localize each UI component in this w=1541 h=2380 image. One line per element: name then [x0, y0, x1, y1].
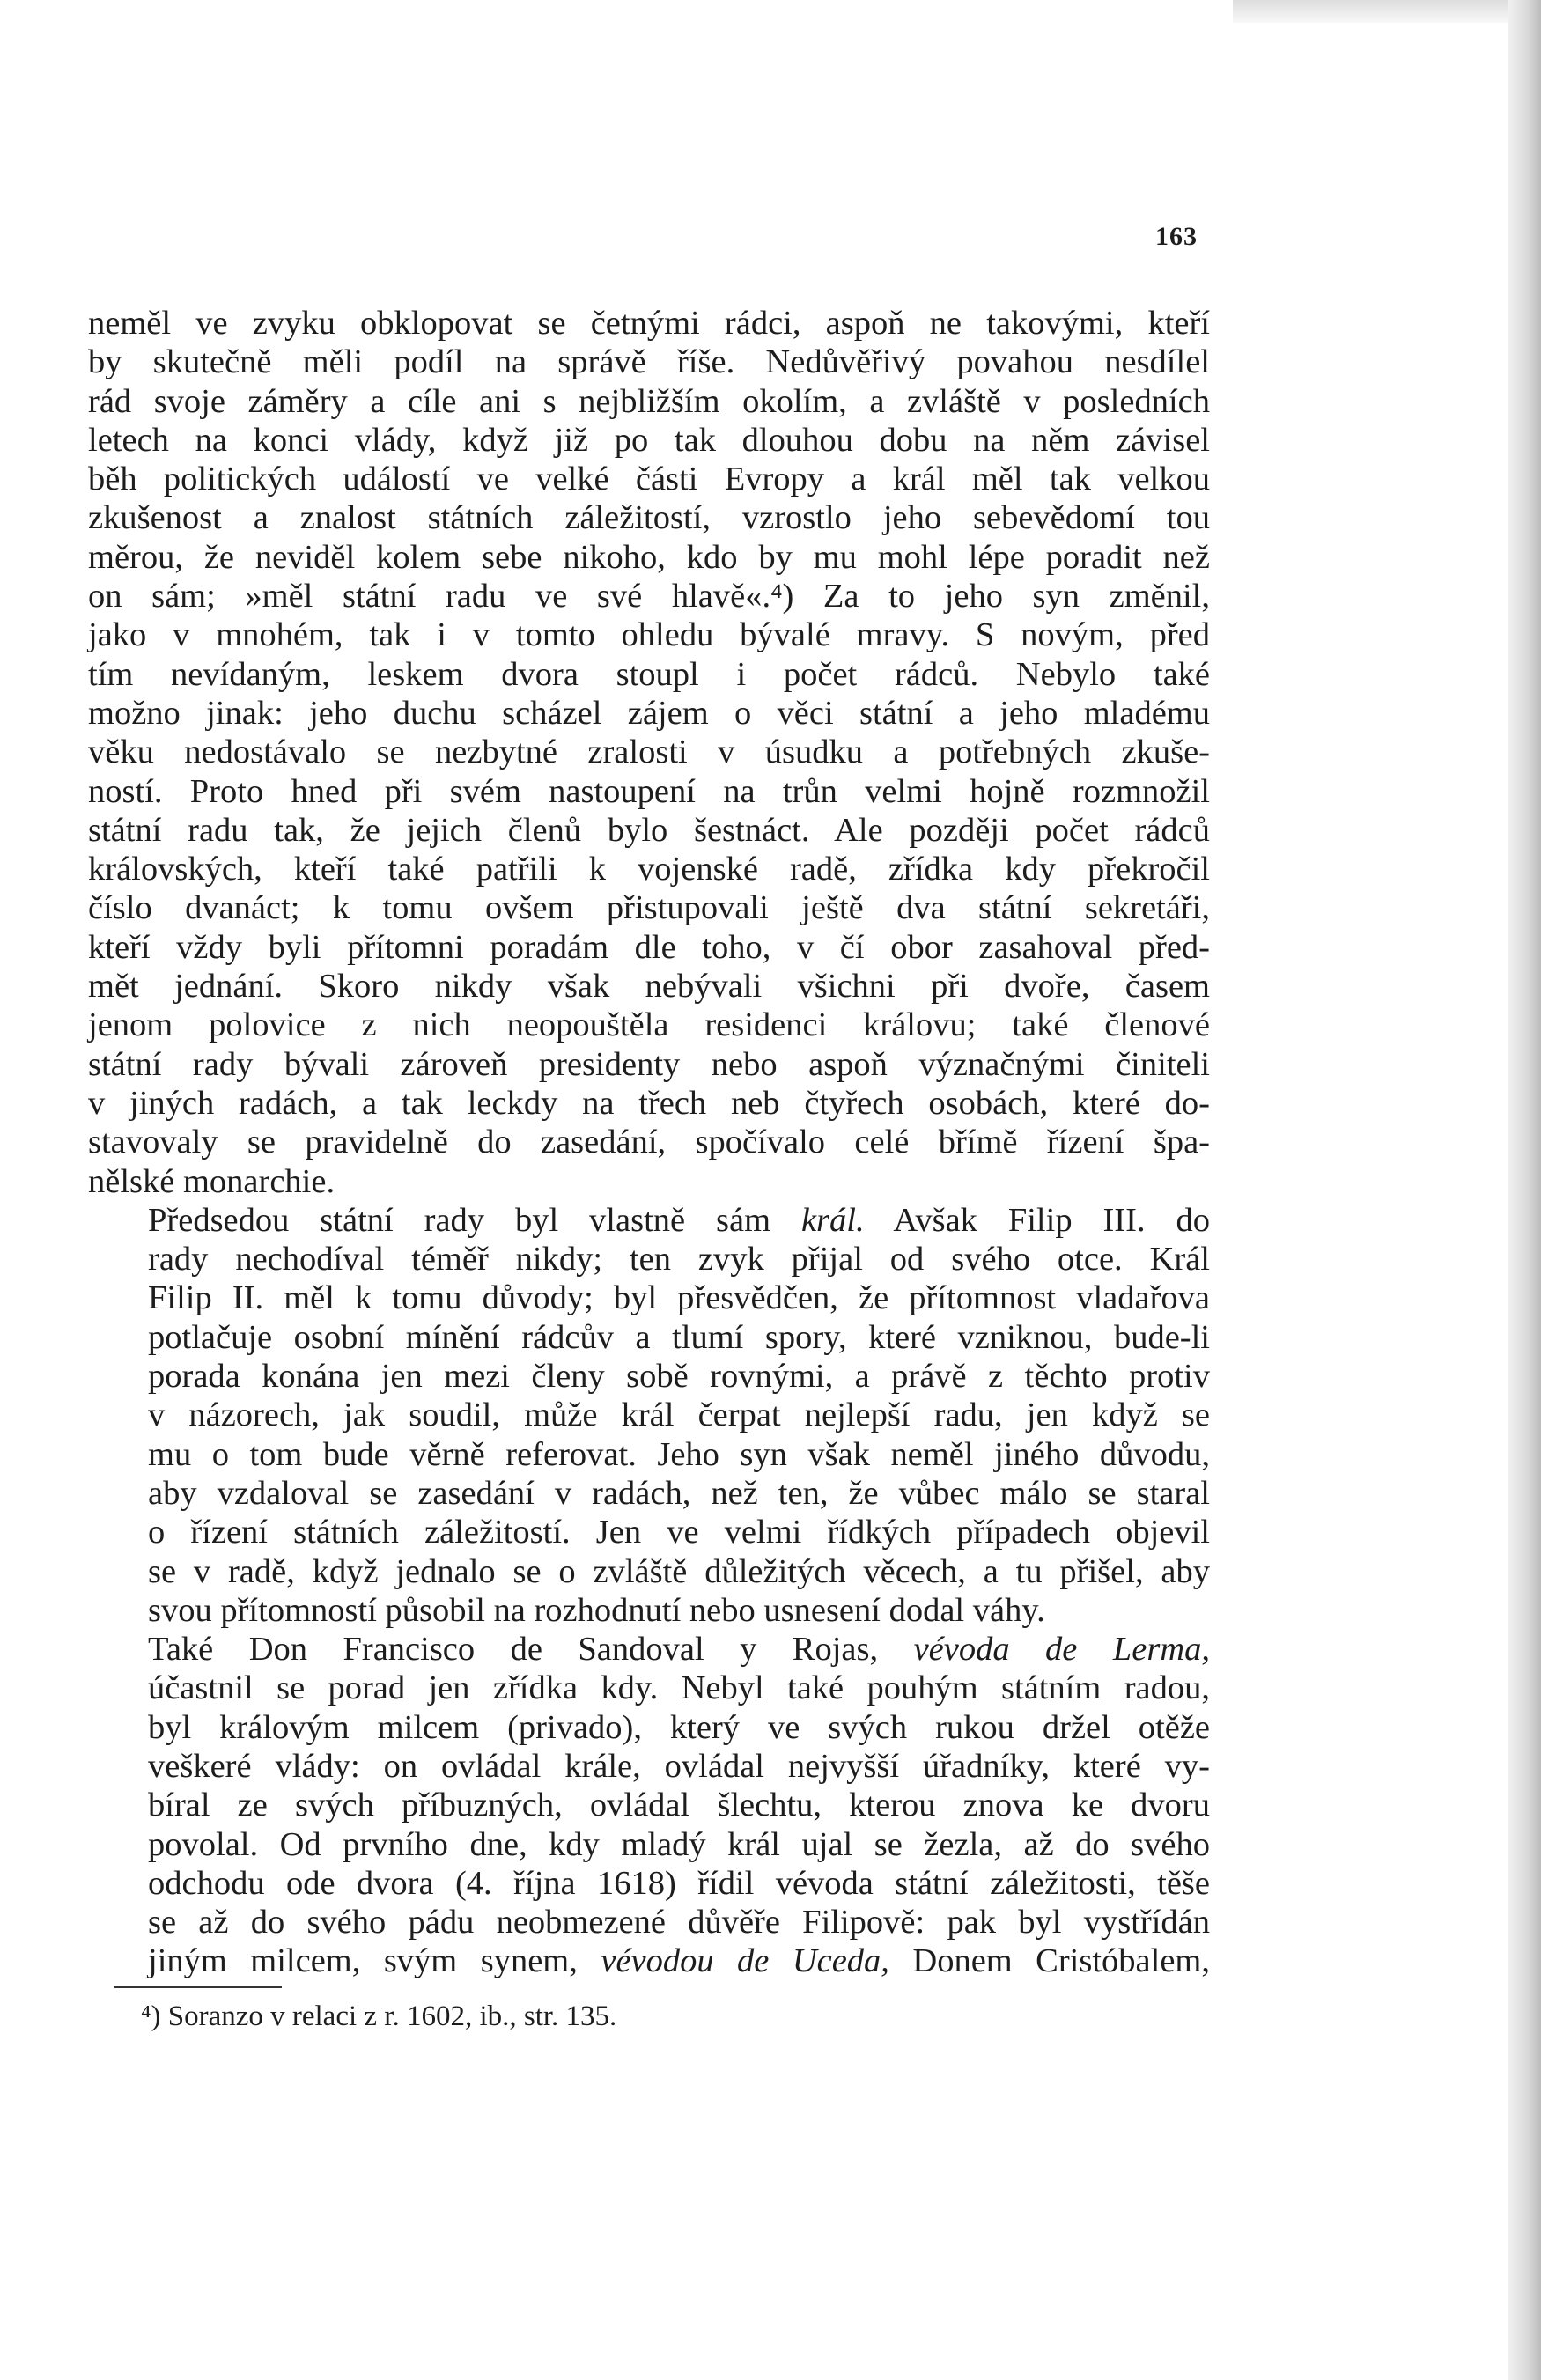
text-fragment: Donem Cristóbalem, [888, 1942, 1210, 1980]
text-line: ností. Proto hned při svém nastoupení na trůn velmi hojně rozmnožil [88, 772, 1210, 810]
text-line: o řízení státních záležitostí. Jen ve velmi řídkých případech objevil [148, 1514, 1210, 1551]
page-shadow-top [1233, 0, 1515, 23]
text-line: letech na konci vlády, když již po tak dlouhou dobu na něm závisel [88, 421, 1210, 459]
text-line: v jiných radách, a tak leckdy na třech neb čtyřech osobách, které do- [88, 1084, 1210, 1122]
footnote: ⁴) Soranzo v relaci z r. 1602, ib., str. 135. [141, 2001, 617, 2032]
text-fragment: jiným milcem, svým synem, [148, 1942, 601, 1980]
text-line: tím nevídaným, leskem dvora stoupl i počet rádců. Nebylo také [88, 655, 1210, 693]
text-line [88, 1201, 1210, 1240]
text-line: se v radě, když jednalo se o zvláště důležitých věcech, a tu přišel, aby [148, 1552, 1210, 1590]
text-line: v názorech, jak soudil, může král čerpat nejlepší radu, jen když se [148, 1396, 1210, 1434]
text-line: bíral ze svých příbuzných, ovládal šlechtu, kterou znova ke dvoru [148, 1787, 1210, 1824]
text-line: účastnil se porad jen zřídka kdy. Nebyl také pouhým státním radou, [148, 1669, 1210, 1707]
text-line: věku nedostávalo se nezbytné zralosti v úsudku a potřebných zkuše- [88, 733, 1210, 771]
main-text [88, 304, 1210, 1981]
text-line: veškeré vlády: on ovládal krále, ovládal nejvyšší úřadníky, které vy- [148, 1747, 1210, 1785]
text-line: nělské monarchie. [88, 1162, 335, 1200]
text-line: by skutečně měli podíl na správě říše. Nedůvěřivý povahou nesdílel [88, 343, 1210, 381]
page-shadow-right [1508, 0, 1541, 2380]
text-line: povolal. Od prvního dne, kdy mladý král ujal se žezla, až do svého [148, 1825, 1210, 1863]
text-line: měrou, že neviděl kolem sebe nikoho, kdo by mu mohl lépe poradit než [88, 538, 1210, 576]
text-line: běh politických událostí ve velké části Evropy a král měl tak velkou [88, 461, 1210, 498]
text-line: zkušenost a znalost státních záležitostí, vzrostlo jeho sebevědomí tou [88, 499, 1210, 537]
paragraph-3 [88, 1630, 1210, 1981]
text-line: Filip II. měl k tomu důvody; byl přesvědčen, že přítomnost vladařova [148, 1279, 1210, 1317]
paragraph-2 [88, 1201, 1210, 1630]
text-line: státní radu tak, že jejich členů bylo šestnáct. Ale později počet rádců [88, 811, 1210, 849]
text-line: on sám; »měl státní radu ve své hlavě«.⁴) Za to jeho syn změnil, [88, 578, 1210, 615]
text-line: královských, kteří také patřili k vojenské radě, zřídka kdy překročil [88, 851, 1210, 888]
text-line: svou přítomností působil na rozhodnutí nebo usnesení dodal váhy. [148, 1591, 1045, 1629]
text-line [88, 1630, 1210, 1669]
text-fragment: Avšak Filip III. do [864, 1201, 1210, 1239]
text-line: rady nechodíval téměř nikdy; ten zvyk přijal od svého otce. Král [148, 1241, 1210, 1278]
text-line: jenom polovice z nich neopouštěla residenci královu; také členové [88, 1006, 1210, 1044]
paragraph-1 [88, 304, 1210, 1201]
text-fragment: Také Don Francisco de Sandoval y Rojas, [148, 1631, 914, 1669]
text-line: možno jinak: jeho duchu scházel zájem o věci státní a jeho mladému [88, 694, 1210, 732]
text-line: porada konána jen mezi členy sobě rovnými, a právě z těchto protiv [148, 1358, 1210, 1396]
text-line: aby vzdaloval se zasedání v radách, než ten, že vůbec málo se staral [148, 1474, 1210, 1512]
text-line: státní rady bývali zároveň presidenty nebo aspoň význačnými činiteli [88, 1045, 1210, 1083]
text-fragment: Předsedou státní rady byl vlastně sám [148, 1201, 801, 1239]
text-line: se až do svého pádu neobmezené důvěře Filipově: pak byl vystřídán [148, 1904, 1210, 1942]
text-line: odchodu ode dvora (4. října 1618) řídil vévoda státní záležitosti, těše [148, 1864, 1210, 1902]
italic-term: vévodou de Uceda, [601, 1942, 889, 1980]
text-line: stavovaly se pravidelně do zasedání, spočívalo celé břímě řízení špa- [88, 1124, 1210, 1161]
text-line: jako v mnohém, tak i v tomto ohledu bývalé mravy. S novým, před [88, 616, 1210, 654]
text-line: potlačuje osobní mínění rádcův a tlumí spory, které vzniknou, bude-li [148, 1318, 1210, 1356]
text-line: číslo dvanáct; k tomu ovšem přistupovali ještě dva státní sekretáři, [88, 889, 1210, 927]
text-line: byl královým milcem (privado), který ve svých rukou držel otěže [148, 1708, 1210, 1746]
text-line: kteří vždy byli přítomni poradám dle toho, v čí obor zasahoval před- [88, 928, 1210, 966]
italic-term: vévoda de Lerma, [913, 1631, 1210, 1669]
footnote-rule [114, 1986, 282, 1988]
page-number: 163 [1155, 222, 1198, 251]
text-line: neměl ve zvyku obklopovat se četnými rádci, aspoň ne takovými, kteří [88, 305, 1210, 342]
italic-term: král. [800, 1201, 865, 1239]
text-line [88, 1942, 1210, 1980]
text-line: mět jednání. Skoro nikdy však nebývali všichni při dvoře, časem [88, 968, 1210, 1006]
text-line: mu o tom bude věrně referovat. Jeho syn však neměl jiného důvodu, [148, 1435, 1210, 1473]
text-line: rád svoje záměry a cíle ani s nejbližším okolím, a zvláště v posledních [88, 382, 1210, 420]
